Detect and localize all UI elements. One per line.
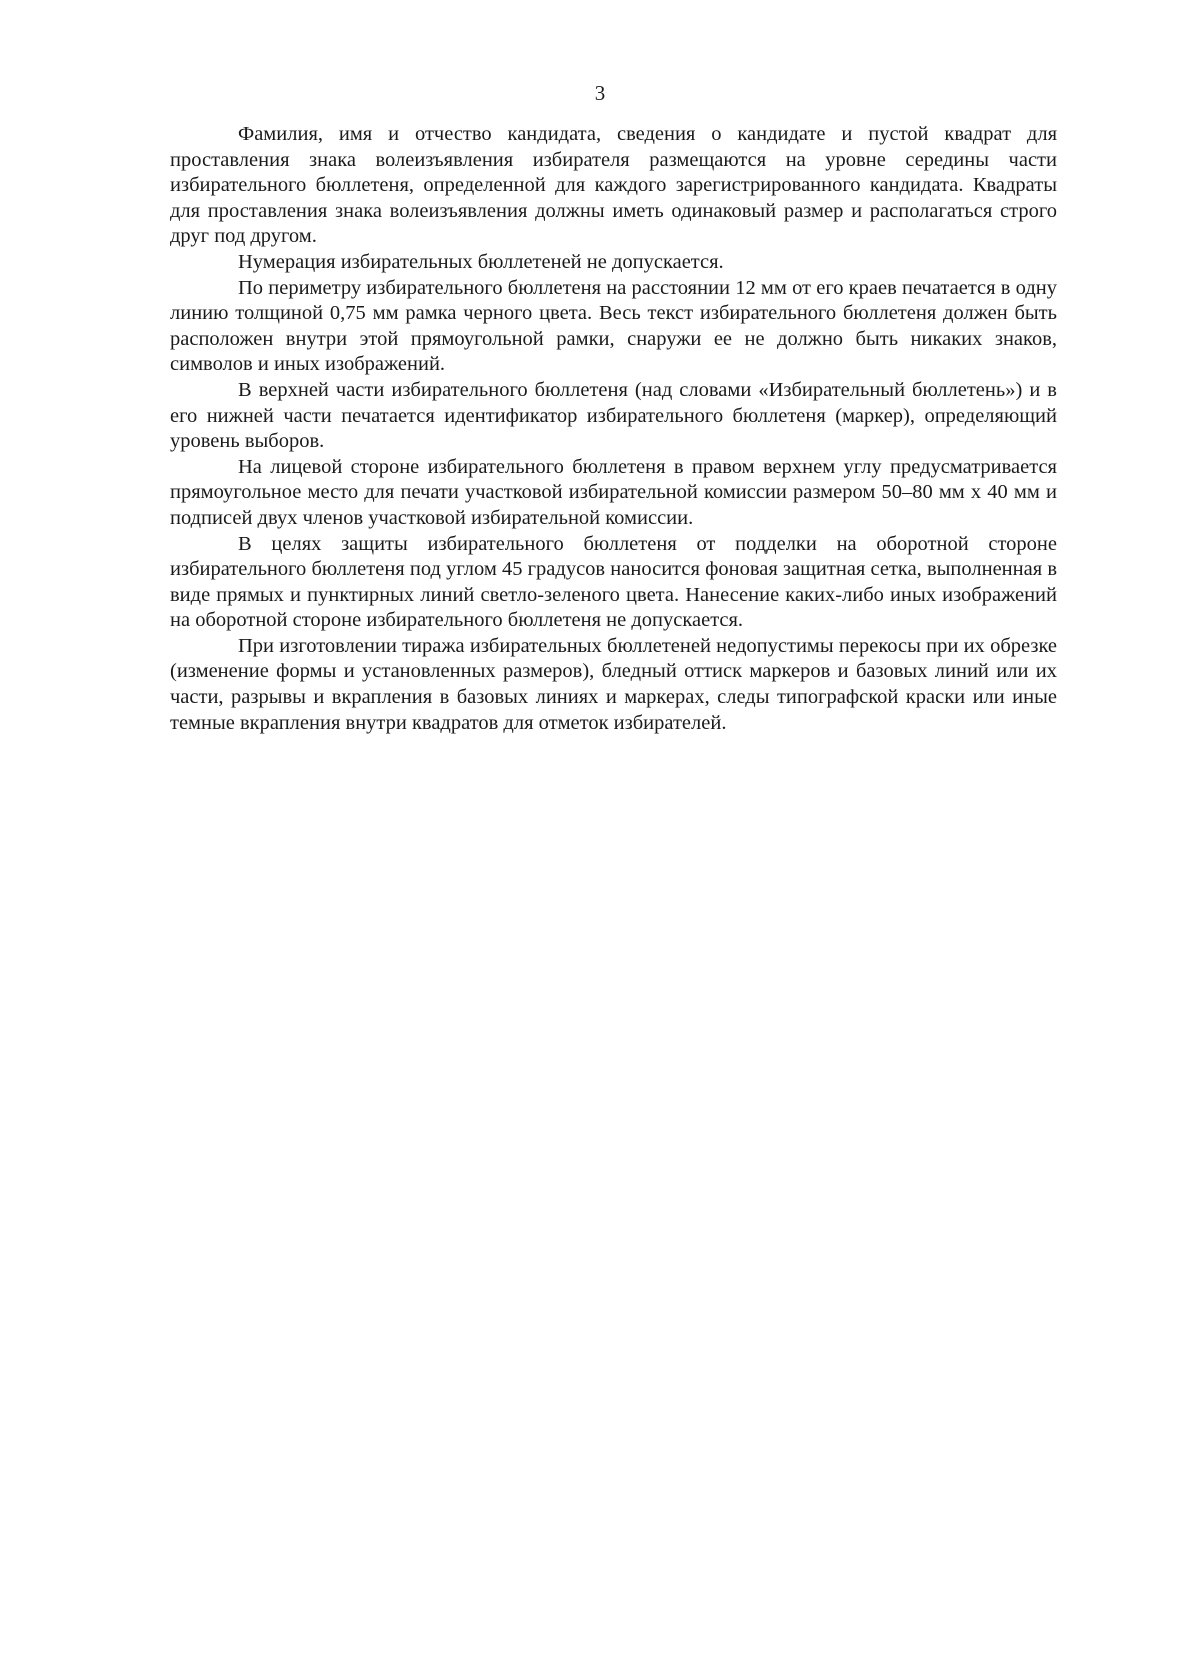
document-body	[170, 122, 1057, 736]
paragraph-print-defects: При изготовлении тиража избирательных бюллетеней недопустимы перекосы при их обрезке (изменение формы и установленных размеров), бледный оттиск маркеров и базовых линий или их части, разрывы и вкрапления в базовых линиях и маркерах, следы типографской краски или иные темные вкрапления внутри квадратов для отметок избирателей.	[170, 634, 1057, 734]
paragraph-candidate-info: Фамилия, имя и отчество кандидата, сведения о кандидате и пустой квадрат для проставления знака волеизъявления избирателя размещаются на уровне середины части избирательного бюллетеня, определенной для каждого зарегистрированного кандидата. Квадраты для проставления знака волеизъявления должны иметь одинаковый размер и располагаться строго друг под другом.	[170, 123, 1057, 248]
paragraph-security-grid: В целях защиты избирательного бюллетеня от подделки на оборотной стороне избирательного бюллетеня под углом 45 градусов наносится фоновая защитная сетка, выполненная в виде прямых и пунктирных линий светло-зеленого цвета. Нанесение каких-либо иных изображений на оборотной стороне избирательного бюллетеня не допускается.	[170, 532, 1057, 632]
page-number: 3	[594, 81, 606, 105]
paragraph-numbering: Нумерация избирательных бюллетеней не допускается.	[238, 250, 724, 273]
paragraph-frame: По периметру избирательного бюллетеня на расстоянии 12 мм от его краев печатается в одну линию толщиной 0,75 мм рамка черного цвета. Весь текст избирательного бюллетеня должен быть расположен внутри этой прямоугольной рамки, снаружи ее не должно быть никаких знаков, символов и иных изображений.	[170, 276, 1057, 376]
paragraph-marker: В верхней части избирательного бюллетеня (над словами «Избирательный бюллетень») и в его нижней части печатается идентификатор избирательного бюллетеня (маркер), определяющий уровень выборов.	[170, 378, 1057, 453]
paragraph-stamp-place: На лицевой стороне избирательного бюллетеня в правом верхнем углу предусматривается прямоугольное место для печати участковой избирательной комиссии размером 50–80 мм х 40 мм и подписей двух членов участковой избирательной комиссии.	[170, 455, 1057, 529]
